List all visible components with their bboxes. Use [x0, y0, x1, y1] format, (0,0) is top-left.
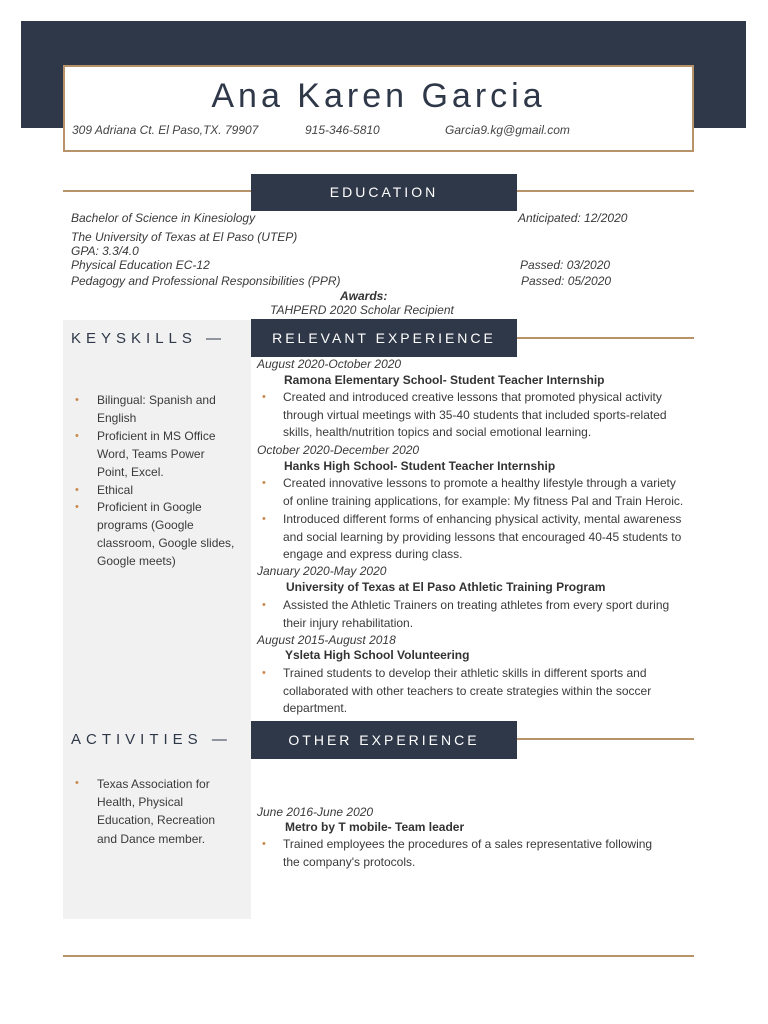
job-bullet	[283, 475, 683, 510]
job-bullet-line: Trained students to develop their athletic skills in different sports and	[283, 666, 647, 680]
job-bullet-line: Trained employees the procedures of a sales representative following	[283, 837, 653, 851]
education-gpa: GPA: 3.3/4.0	[71, 244, 139, 258]
email: Garcia9.kg@gmail.com	[445, 123, 570, 137]
keyskills-item-line: classroom, Google slides,	[97, 536, 235, 551]
job-title: Hanks High School- Student Teacher Internship	[284, 459, 556, 473]
activities-heading: ACTIVITIES —	[71, 731, 232, 748]
keyskills-item	[97, 482, 133, 500]
activities-item-line: Education, Recreation	[97, 813, 216, 828]
bullet-icon: •	[75, 777, 79, 789]
bullet-icon: •	[262, 599, 266, 611]
relevant-experience-heading: RELEVANT EXPERIENCE	[251, 319, 517, 357]
job-title: Ramona Elementary School- Student Teacher Internship	[284, 373, 605, 387]
job-bullet	[283, 511, 681, 564]
keyskills-item	[97, 499, 234, 571]
job-dates: October 2020-December 2020	[257, 443, 420, 457]
keyskills-item	[97, 428, 216, 482]
activities-item-line: Texas Association for	[97, 777, 210, 791]
job-bullet-line: Created and introduced creative lessons that promoted physical activity	[283, 390, 662, 404]
candidate-name: Ana Karen Garcia	[211, 77, 546, 115]
bullet-icon: •	[262, 838, 266, 850]
education-degree: Bachelor of Science in Kinesiology	[71, 211, 256, 225]
job-bullet-line: the company's protocols.	[283, 854, 416, 869]
job-bullet-line: of online training applications, for example: My fitness Pal and Train Heroic.	[283, 493, 684, 508]
keyskills-item-line: Google meets)	[97, 554, 176, 569]
keyskills-item-line: Ethical	[97, 482, 134, 497]
keyskills-item-line: Word, Teams Power	[97, 446, 205, 461]
job-bullet-line: department.	[283, 701, 348, 715]
keyskills-item-line: English	[97, 410, 137, 425]
address: 309 Adriana Ct. El Paso,TX. 79907	[72, 123, 259, 137]
keyskills-item-line: Proficient in Google	[97, 500, 202, 515]
bullet-icon: •	[262, 667, 266, 679]
job-title: Ysleta High School Volunteering	[285, 648, 470, 662]
job-bullet	[283, 836, 652, 871]
job-title: University of Texas at El Paso Athletic Training Program	[286, 580, 606, 594]
phone: 915-346-5810	[305, 123, 380, 137]
job-bullet-line: engage and express during class.	[283, 547, 463, 561]
keyskills-item-line: Proficient in MS Office	[97, 428, 216, 443]
name-box	[63, 65, 694, 152]
bullet-icon: •	[262, 477, 266, 489]
keyskills-heading: KEYSKILLS —	[71, 330, 227, 347]
job-bullet-line: Introduced different forms of enhancing physical activity, mental awareness	[283, 512, 682, 526]
keyskills-item-line: programs (Google	[97, 518, 194, 533]
job-bullet	[283, 597, 669, 632]
job-dates: June 2016-June 2020	[257, 805, 374, 819]
relevant-rule	[517, 337, 694, 339]
other-experience-heading: OTHER EXPERIENCE	[251, 721, 517, 759]
bullet-icon: •	[75, 501, 79, 514]
job-bullet-line: their injury rehabilitation.	[283, 615, 414, 630]
activities-item-line: and Dance member.	[97, 831, 206, 846]
job-bullet-line: through virtual meetings with 35-40 students that included sports-related	[283, 407, 667, 422]
job-dates: January 2020-May 2020	[257, 564, 387, 578]
education-cert-2-status: Passed: 05/2020	[521, 274, 612, 288]
keyskills-item-line: Point, Excel.	[97, 464, 164, 479]
keyskills-item	[97, 392, 216, 428]
education-cert-2: Pedagogy and Professional Responsibilities (PPR)	[71, 274, 341, 288]
job-dates: August 2020-October 2020	[257, 357, 402, 371]
education-school: The University of Texas at El Paso (UTEP)	[71, 230, 298, 244]
activities-item	[97, 775, 215, 848]
education-cert-1: Physical Education EC-12	[71, 258, 210, 272]
job-dates: August 2015-August 2018	[257, 633, 396, 647]
footer-rule	[63, 955, 694, 957]
education-heading: EDUCATION	[251, 174, 517, 211]
job-bullet-line: collaborated with other teachers to create strategies within the soccer	[283, 683, 652, 698]
job-bullet	[283, 665, 651, 718]
activities-item-line: Health, Physical	[97, 795, 184, 810]
bullet-icon: •	[75, 429, 79, 442]
job-bullet-line: skills, health/nutrition topics and social emotional learning.	[283, 425, 592, 439]
awards-label: Awards:	[340, 289, 388, 303]
bullet-icon: •	[75, 483, 79, 496]
job-bullet-line: and social learning by providing lessons that encouraged 40-45 students to	[283, 529, 682, 544]
education-anticipated: Anticipated: 12/2020	[518, 211, 628, 225]
award-item: TAHPERD 2020 Scholar Recipient	[270, 303, 454, 317]
bullet-icon: •	[262, 513, 266, 525]
job-bullet	[283, 389, 667, 442]
keyskills-item-line: Bilingual: Spanish and	[97, 393, 216, 407]
job-bullet-line: Created innovative lessons to promote a healthy lifestyle through a variety	[283, 476, 676, 490]
education-cert-1-status: Passed: 03/2020	[520, 258, 611, 272]
job-title: Metro by T mobile- Team leader	[285, 820, 465, 834]
bullet-icon: •	[262, 391, 266, 403]
job-bullet-line: Assisted the Athletic Trainers on treating athletes from every sport during	[283, 598, 670, 612]
bullet-icon: •	[75, 394, 79, 406]
other-rule	[517, 738, 694, 740]
